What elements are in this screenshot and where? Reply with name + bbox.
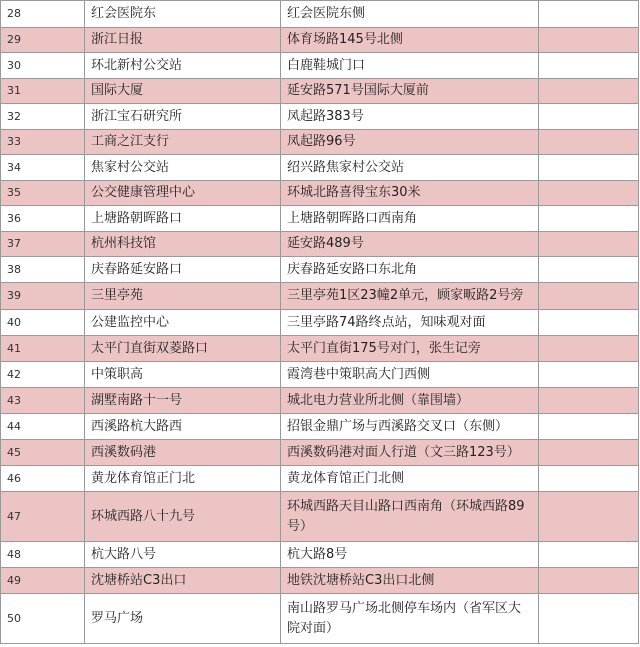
row-number: 39 <box>1 283 85 310</box>
row-number: 34 <box>1 155 85 181</box>
table-row <box>1 310 639 336</box>
station-location: 凤起路96号 <box>281 130 539 155</box>
station-location: 城北电力营业所北侧（靠围墙） <box>281 388 539 414</box>
station-note <box>539 53 639 79</box>
station-note <box>539 181 639 206</box>
row-number: 46 <box>1 466 85 492</box>
station-name: 黄龙体育馆正门北 <box>85 466 281 492</box>
table-row <box>1 568 639 594</box>
table-row <box>1 336 639 362</box>
row-number: 28 <box>1 1 85 28</box>
station-name: 浙江宝石研究所 <box>85 104 281 130</box>
row-number: 45 <box>1 440 85 466</box>
station-note <box>539 414 639 440</box>
row-number: 44 <box>1 414 85 440</box>
station-note <box>539 104 639 130</box>
station-location: 红会医院东侧 <box>281 1 539 28</box>
station-name: 中策职高 <box>85 362 281 388</box>
table-row <box>1 79 639 104</box>
station-location: 三里亭苑1区23幢2单元，顾家畈路2号旁 <box>281 283 539 310</box>
row-number: 42 <box>1 362 85 388</box>
station-name: 西溪路杭大路西 <box>85 414 281 440</box>
station-location: 延安路489号 <box>281 232 539 257</box>
station-location: 绍兴路焦家村公交站 <box>281 155 539 181</box>
row-number: 33 <box>1 130 85 155</box>
table-row <box>1 53 639 79</box>
table-row <box>1 440 639 466</box>
row-number: 37 <box>1 232 85 257</box>
station-note <box>539 232 639 257</box>
row-number: 38 <box>1 257 85 283</box>
row-number: 43 <box>1 388 85 414</box>
station-name: 红会医院东 <box>85 1 281 28</box>
station-note <box>539 155 639 181</box>
station-note <box>539 130 639 155</box>
table-row <box>1 388 639 414</box>
station-name: 焦家村公交站 <box>85 155 281 181</box>
station-location: 体育场路145号北侧 <box>281 28 539 53</box>
table-row <box>1 492 639 542</box>
station-note <box>539 283 639 310</box>
station-name: 上塘路朝晖路口 <box>85 206 281 232</box>
station-note <box>539 336 639 362</box>
table-row <box>1 257 639 283</box>
station-location: 庆春路延安路口东北角 <box>281 257 539 283</box>
station-note <box>539 568 639 594</box>
station-name: 庆春路延安路口 <box>85 257 281 283</box>
station-note <box>539 28 639 53</box>
station-name: 西溪数码港 <box>85 440 281 466</box>
station-name: 环北新村公交站 <box>85 53 281 79</box>
row-number: 41 <box>1 336 85 362</box>
station-location: 环城北路喜得宝东30米 <box>281 181 539 206</box>
table-row <box>1 130 639 155</box>
station-name: 浙江日报 <box>85 28 281 53</box>
table-row <box>1 542 639 568</box>
table-row <box>1 594 639 644</box>
station-location: 延安路571号国际大厦前 <box>281 79 539 104</box>
station-name: 公交健康管理中心 <box>85 181 281 206</box>
station-note <box>539 492 639 542</box>
station-location: 黄龙体育馆正门北侧 <box>281 466 539 492</box>
station-location: 白鹿鞋城门口 <box>281 53 539 79</box>
table-row <box>1 414 639 440</box>
station-name: 沈塘桥站C3出口 <box>85 568 281 594</box>
station-name: 湖墅南路十一号 <box>85 388 281 414</box>
table-row <box>1 466 639 492</box>
station-location: 杭大路8号 <box>281 542 539 568</box>
station-name: 太平门直街双菱路口 <box>85 336 281 362</box>
table-row <box>1 206 639 232</box>
station-name: 罗马广场 <box>85 594 281 644</box>
row-number: 35 <box>1 181 85 206</box>
station-location: 太平门直街175号对门，张生记旁 <box>281 336 539 362</box>
station-note <box>539 257 639 283</box>
station-note <box>539 206 639 232</box>
station-name: 公建监控中心 <box>85 310 281 336</box>
station-location: 环城西路天目山路口西南角（环城西路89号） <box>281 492 539 542</box>
station-location: 南山路罗马广场北侧停车场内（省军区大院对面） <box>281 594 539 644</box>
table-row <box>1 232 639 257</box>
station-note <box>539 440 639 466</box>
station-name: 工商之江支行 <box>85 130 281 155</box>
station-location: 上塘路朝晖路口西南角 <box>281 206 539 232</box>
station-note <box>539 79 639 104</box>
station-location: 霞湾巷中策职高大门西侧 <box>281 362 539 388</box>
table-row <box>1 283 639 310</box>
row-number: 40 <box>1 310 85 336</box>
row-number: 48 <box>1 542 85 568</box>
station-note <box>539 1 639 28</box>
station-note <box>539 466 639 492</box>
table-row <box>1 104 639 130</box>
station-note <box>539 388 639 414</box>
station-name: 环城西路八十九号 <box>85 492 281 542</box>
station-note <box>539 310 639 336</box>
row-number: 47 <box>1 492 85 542</box>
table-row <box>1 28 639 53</box>
station-location: 招银金鼎广场与西溪路交叉口（东侧） <box>281 414 539 440</box>
table-row <box>1 181 639 206</box>
row-number: 36 <box>1 206 85 232</box>
station-location: 凤起路383号 <box>281 104 539 130</box>
row-number: 29 <box>1 28 85 53</box>
station-note <box>539 362 639 388</box>
row-number: 31 <box>1 79 85 104</box>
station-table-body <box>1 1 639 644</box>
station-note <box>539 542 639 568</box>
table-row <box>1 362 639 388</box>
station-note <box>539 594 639 644</box>
station-name: 杭大路八号 <box>85 542 281 568</box>
row-number: 32 <box>1 104 85 130</box>
station-name: 杭州科技馆 <box>85 232 281 257</box>
row-number: 30 <box>1 53 85 79</box>
station-location: 地铁沈塘桥站C3出口北侧 <box>281 568 539 594</box>
station-location: 西溪数码港对面人行道（文三路123号） <box>281 440 539 466</box>
table-row <box>1 1 639 28</box>
station-location: 三里亭路74路终点站，知味观对面 <box>281 310 539 336</box>
station-name: 三里亭苑 <box>85 283 281 310</box>
table-row <box>1 155 639 181</box>
row-number: 49 <box>1 568 85 594</box>
station-name: 国际大厦 <box>85 79 281 104</box>
row-number: 50 <box>1 594 85 644</box>
